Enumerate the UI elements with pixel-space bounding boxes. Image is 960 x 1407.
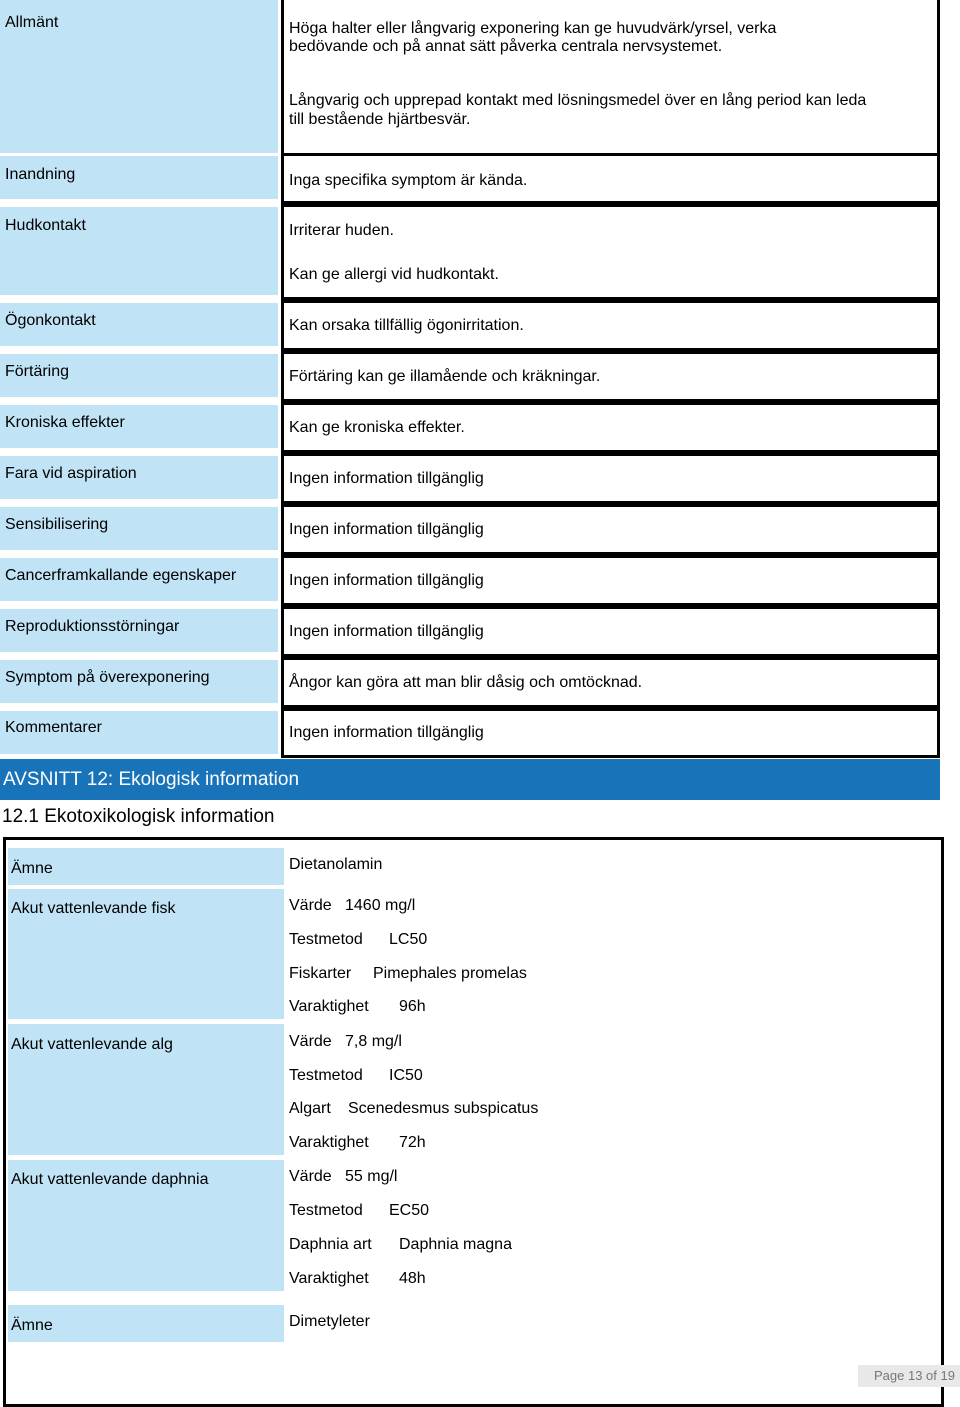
eco-substance2-label: Ämne [11,1317,53,1334]
label-hudkontakt: Hudkontakt [5,217,86,234]
eco-alga-val-1: 7,8 mg/l [345,1033,402,1050]
eco-alga-key-2: Testmetod [289,1067,363,1084]
eco-daphnia-key-2: Testmetod [289,1202,363,1219]
section-title: AVSNITT 12: Ekologisk information [3,769,300,790]
text-allmant-2: bedövande och på annat sätt påverka centrala nervsystemet. [289,38,723,55]
text-cancer: Ingen information tillgänglig [289,572,484,589]
section-subtitle: 12.1 Ekotoxikologisk information [2,806,275,827]
eco-alga-val-3: Scenedesmus subspicatus [348,1100,539,1117]
eco-fish-label: Akut vattenlevande fisk [11,900,176,917]
eco-fish-val-4: 96h [399,998,426,1015]
section-banner [0,759,940,800]
text-hudkontakt-2: Kan ge allergi vid hudkontakt. [289,266,499,283]
eco-daphnia-val-3: Daphnia magna [399,1236,512,1253]
eco-fish-val-2: LC50 [389,931,428,948]
label-kroniska: Kroniska effekter [5,414,125,431]
text-overexponering: Ångor kan göra att man blir dåsig och omtöcknad. [289,674,643,691]
eco-daphnia-label: Akut vattenlevande daphnia [11,1171,209,1188]
eco-daphnia-val-4: 48h [399,1270,426,1287]
eco-fish-val-3: Pimephales promelas [373,965,527,982]
label-cancer: Cancerframkallande egenskaper [5,567,237,584]
text-ogonkontakt: Kan orsaka tillfällig ögonirritation. [289,317,524,334]
row-value-cell [281,204,940,300]
page-number: Page 13 of 19 [858,1365,960,1387]
text-allmant-4: till bestående hjärtbesvär. [289,111,471,128]
label-kommentarer: Kommentarer [5,719,102,736]
eco-fish-key-4: Varaktighet [289,998,369,1015]
eco-alga-val-2: IC50 [389,1067,423,1084]
text-fortaring: Förtäring kan ge illamående och kräkningar. [289,368,601,385]
text-kroniska: Kan ge kroniska effekter. [289,419,465,436]
label-ogonkontakt: Ögonkontakt [5,312,96,329]
text-hudkontakt-1: Irriterar huden. [289,222,394,239]
text-sensibilisering: Ingen information tillgänglig [289,521,484,538]
eco-substance1-label: Ämne [11,860,53,877]
text-aspiration: Ingen information tillgänglig [289,470,484,487]
eco-daphnia-val-1: 55 mg/l [345,1168,398,1185]
eco-alga-key-4: Varaktighet [289,1134,369,1151]
label-overexponering: Symptom på överexponering [5,669,210,686]
eco-alga-key-1: Värde [289,1033,332,1050]
eco-fish-key-3: Fiskarter [289,965,352,982]
eco-daphnia-key-4: Varaktighet [289,1270,369,1287]
eco-fish-key-1: Värde [289,897,332,914]
text-reproduktion: Ingen information tillgänglig [289,623,484,640]
text-allmant-3: Långvarig och upprepad kontakt med lösningsmedel över en lång period kan leda [289,92,867,109]
label-aspiration: Fara vid aspiration [5,465,137,482]
label-fortaring: Förtäring [5,363,70,380]
eco-daphnia-key-3: Daphnia art [289,1236,372,1253]
eco-fish-val-1: 1460 mg/l [345,897,416,914]
eco-substance2-value: Dimetyleter [289,1313,370,1330]
text-kommentarer: Ingen information tillgänglig [289,724,484,741]
label-sensibilisering: Sensibilisering [5,516,109,533]
label-allmant: Allmänt [5,14,59,31]
text-inandning: Inga specifika symptom är kända. [289,172,528,189]
eco-daphnia-key-1: Värde [289,1168,332,1185]
eco-alga-val-4: 72h [399,1134,426,1151]
label-reproduktion: Reproduktionsstörningar [5,618,180,635]
eco-alga-key-3: Algart [289,1100,331,1117]
text-allmant-1: Höga halter eller långvarig exponering kan ge huvudvärk/yrsel, verka [289,20,777,37]
eco-substance1-value: Dietanolamin [289,856,383,873]
eco-daphnia-val-2: EC50 [389,1202,430,1219]
label-inandning: Inandning [5,166,76,183]
eco-fish-key-2: Testmetod [289,931,363,948]
eco-alga-label: Akut vattenlevande alg [11,1036,173,1053]
